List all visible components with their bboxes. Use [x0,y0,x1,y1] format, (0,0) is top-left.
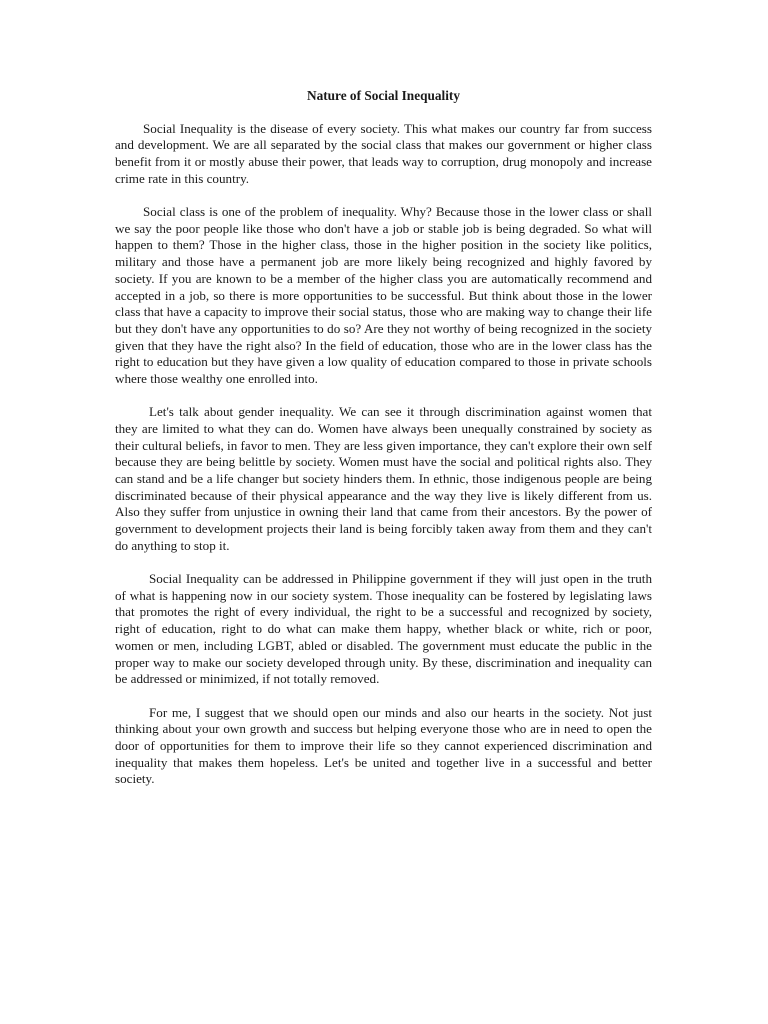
paragraph-2: Social class is one of the problem of inequality. Why? Because those in the lower class or shall we say the poor people like those who don't have a job or stable job is being degraded. So what will happen to them? Those in the higher class, those in the higher position in the society like politics, military and those have a permanent job are more likely being recognized and highly favored by society. If you are known to be a member of the higher class you are automatically recommend and accepted in a job, so there is more opportunities to be successful. But think about those in the lower class that have a capacity to improve their social status, those who are making way to change their life but they don't have any opportunities to do so? Are they not worthy of being recognized in the society given that they have the right also? In the field of education, those who are in the lower class has the right to education but they have given a low quality of education compared to those in private schools where those wealthy one enrolled into. [115,204,652,387]
document-title: Nature of Social Inequality [306,88,461,103]
paragraph-5: For me, I suggest that we should open our minds and also our hearts in the society. Not just thinking about your own growth and success but helping everyone those who are in need to open the door of opportunities for them to improve their life so they cannot experienced discrimination and inequality that makes them hopeless. Let's be united and together live in a successful and better society. [115,704,652,787]
document-page [115,88,652,805]
paragraph-4: Social Inequality can be addressed in Philippine government if they will just open in the truth of what is happening now in our society system. Those inequality can be fostered by legislating laws that promotes the right of every individual, the right to be a successful and recognized by society, right of education, right to do what can make them happy, whether black or white, rich or poor, women or men, including LGBT, abled or disabled. The government must educate the public in the proper way to make our society developed through unity. By these, discrimination and inequality can be addressed or minimized, if not totally removed. [115,571,652,687]
paragraph-1: Social Inequality is the disease of every society. This what makes our country far from success and development. We are all separated by the social class that makes our government or higher class benefit from it or mostly abuse their power, that leads way to corruption, drug monopoly and increase crime rate in this country. [115,120,652,186]
paragraph-3: Let's talk about gender inequality. We can see it through discrimination against women that they are limited to what they can do. Women have always been unequally constrained by society as their cultural beliefs, in favor to men. They are less given importance, they can't explore their own self because they are being belittle by society. Women must have the social and political rights also. They can stand and be a life changer but society hinders them. In ethnic, those indigenous people are being discriminated because of their physical appearance and the way they live is likely different from us. Also they suffer from unjustice in owning their land that came from their ancestors. By the power of government to development projects their land is being forcibly taken away from them and they can't do anything to stop it. [115,404,652,553]
